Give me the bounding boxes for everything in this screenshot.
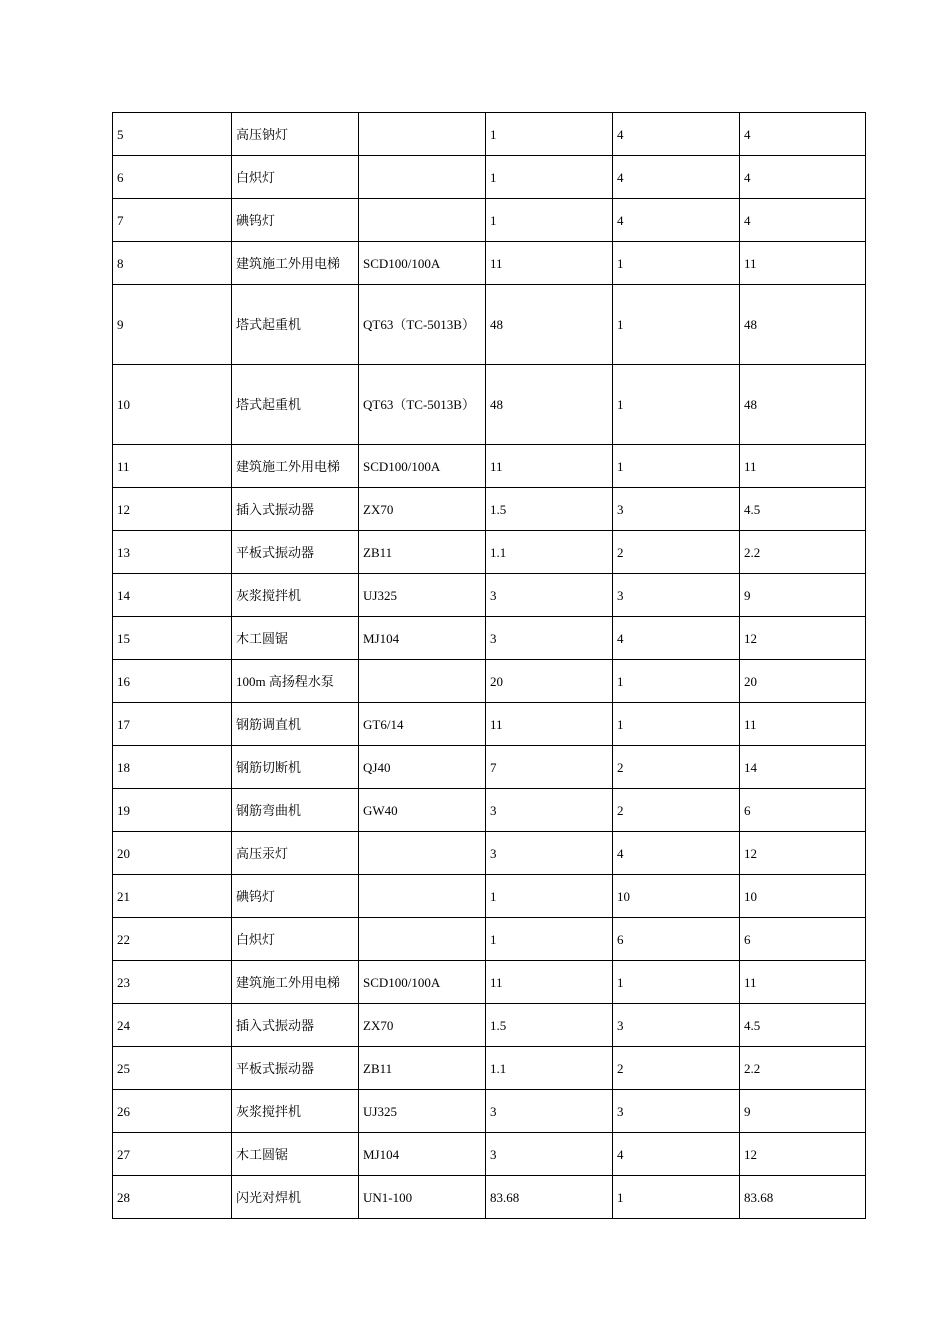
model-cell: SCD100/100A (359, 445, 486, 488)
model-cell: SCD100/100A (359, 242, 486, 285)
equipment-name-cell: 碘钨灯 (232, 199, 359, 242)
table-row (113, 242, 866, 285)
total-power-cell: 4 (740, 199, 866, 242)
total-power-cell: 14 (740, 746, 866, 789)
power-cell: 1.5 (486, 1004, 613, 1047)
equipment-name-cell: 建筑施工外用电梯 (232, 445, 359, 488)
table-row (113, 875, 866, 918)
power-cell: 1 (486, 918, 613, 961)
model-cell: GW40 (359, 789, 486, 832)
model-cell: UJ325 (359, 1090, 486, 1133)
equipment-name-cell: 木工圆锯 (232, 1133, 359, 1176)
quantity-cell: 4 (613, 1133, 740, 1176)
power-cell: 3 (486, 574, 613, 617)
equipment-name-cell: 灰浆搅拌机 (232, 1090, 359, 1133)
row-number-cell: 27 (113, 1133, 232, 1176)
row-number-cell: 19 (113, 789, 232, 832)
quantity-cell: 1 (613, 703, 740, 746)
total-power-cell: 11 (740, 242, 866, 285)
row-number-cell: 10 (113, 365, 232, 445)
table-row (113, 1004, 866, 1047)
equipment-name-cell: 塔式起重机 (232, 365, 359, 445)
equipment-name-cell: 塔式起重机 (232, 285, 359, 365)
total-power-cell: 6 (740, 789, 866, 832)
equipment-name-cell: 钢筋弯曲机 (232, 789, 359, 832)
total-power-cell: 6 (740, 918, 866, 961)
row-number-cell: 8 (113, 242, 232, 285)
total-power-cell: 20 (740, 660, 866, 703)
equipment-name-cell: 钢筋调直机 (232, 703, 359, 746)
table-row (113, 918, 866, 961)
quantity-cell: 3 (613, 1090, 740, 1133)
equipment-name-cell: 建筑施工外用电梯 (232, 961, 359, 1004)
model-cell: ZB11 (359, 531, 486, 574)
row-number-cell: 24 (113, 1004, 232, 1047)
table-row (113, 746, 866, 789)
total-power-cell: 10 (740, 875, 866, 918)
equipment-name-cell: 碘钨灯 (232, 875, 359, 918)
row-number-cell: 23 (113, 961, 232, 1004)
equipment-name-cell: 高压钠灯 (232, 113, 359, 156)
table-row (113, 113, 866, 156)
table-row (113, 660, 866, 703)
table-row (113, 156, 866, 199)
total-power-cell: 48 (740, 365, 866, 445)
quantity-cell: 10 (613, 875, 740, 918)
power-cell: 1 (486, 199, 613, 242)
total-power-cell: 12 (740, 832, 866, 875)
power-cell: 1 (486, 113, 613, 156)
table-row (113, 531, 866, 574)
row-number-cell: 14 (113, 574, 232, 617)
equipment-name-cell: 灰浆搅拌机 (232, 574, 359, 617)
model-cell: QT63（TC-5013B） (359, 365, 486, 445)
quantity-cell: 1 (613, 961, 740, 1004)
power-cell: 83.68 (486, 1176, 613, 1219)
table-row (113, 1176, 866, 1219)
equipment-name-cell: 白炽灯 (232, 918, 359, 961)
model-cell (359, 875, 486, 918)
table-row (113, 703, 866, 746)
power-cell: 1.1 (486, 1047, 613, 1090)
power-cell: 3 (486, 1133, 613, 1176)
quantity-cell: 4 (613, 156, 740, 199)
power-cell: 3 (486, 789, 613, 832)
equipment-name-cell: 平板式振动器 (232, 531, 359, 574)
quantity-cell: 2 (613, 1047, 740, 1090)
row-number-cell: 9 (113, 285, 232, 365)
power-cell: 3 (486, 1090, 613, 1133)
model-cell: QT63（TC-5013B） (359, 285, 486, 365)
quantity-cell: 2 (613, 789, 740, 832)
power-cell: 48 (486, 285, 613, 365)
row-number-cell: 17 (113, 703, 232, 746)
power-cell: 1.1 (486, 531, 613, 574)
power-cell: 11 (486, 703, 613, 746)
equipment-table (112, 112, 866, 1219)
row-number-cell: 20 (113, 832, 232, 875)
model-cell: MJ104 (359, 1133, 486, 1176)
total-power-cell: 4.5 (740, 488, 866, 531)
total-power-cell: 11 (740, 703, 866, 746)
equipment-name-cell: 闪光对焊机 (232, 1176, 359, 1219)
equipment-name-cell: 插入式振动器 (232, 1004, 359, 1047)
table-row (113, 1133, 866, 1176)
row-number-cell: 7 (113, 199, 232, 242)
power-cell: 11 (486, 961, 613, 1004)
model-cell: ZX70 (359, 1004, 486, 1047)
total-power-cell: 9 (740, 574, 866, 617)
total-power-cell: 4 (740, 156, 866, 199)
total-power-cell: 9 (740, 1090, 866, 1133)
table-row (113, 199, 866, 242)
model-cell (359, 199, 486, 242)
table-row (113, 1047, 866, 1090)
row-number-cell: 26 (113, 1090, 232, 1133)
quantity-cell: 3 (613, 574, 740, 617)
row-number-cell: 28 (113, 1176, 232, 1219)
total-power-cell: 83.68 (740, 1176, 866, 1219)
total-power-cell: 11 (740, 445, 866, 488)
model-cell: UN1-100 (359, 1176, 486, 1219)
quantity-cell: 3 (613, 1004, 740, 1047)
quantity-cell: 4 (613, 832, 740, 875)
row-number-cell: 12 (113, 488, 232, 531)
table-row (113, 365, 866, 445)
power-cell: 1.5 (486, 488, 613, 531)
power-cell: 1 (486, 156, 613, 199)
row-number-cell: 15 (113, 617, 232, 660)
power-cell: 1 (486, 875, 613, 918)
equipment-name-cell: 插入式振动器 (232, 488, 359, 531)
table-row (113, 574, 866, 617)
equipment-name-cell: 平板式振动器 (232, 1047, 359, 1090)
quantity-cell: 1 (613, 365, 740, 445)
quantity-cell: 3 (613, 488, 740, 531)
model-cell (359, 156, 486, 199)
quantity-cell: 1 (613, 1176, 740, 1219)
quantity-cell: 6 (613, 918, 740, 961)
model-cell (359, 832, 486, 875)
total-power-cell: 11 (740, 961, 866, 1004)
quantity-cell: 4 (613, 199, 740, 242)
model-cell: ZX70 (359, 488, 486, 531)
total-power-cell: 12 (740, 617, 866, 660)
quantity-cell: 1 (613, 660, 740, 703)
model-cell: GT6/14 (359, 703, 486, 746)
power-cell: 3 (486, 617, 613, 660)
equipment-name-cell: 100m 高扬程水泵 (232, 660, 359, 703)
table-row (113, 832, 866, 875)
equipment-table-body (113, 113, 866, 1219)
quantity-cell: 2 (613, 531, 740, 574)
model-cell: ZB11 (359, 1047, 486, 1090)
power-cell: 20 (486, 660, 613, 703)
power-cell: 11 (486, 445, 613, 488)
total-power-cell: 12 (740, 1133, 866, 1176)
table-row (113, 445, 866, 488)
quantity-cell: 2 (613, 746, 740, 789)
row-number-cell: 13 (113, 531, 232, 574)
table-row (113, 285, 866, 365)
row-number-cell: 16 (113, 660, 232, 703)
table-row (113, 1090, 866, 1133)
quantity-cell: 1 (613, 285, 740, 365)
row-number-cell: 11 (113, 445, 232, 488)
table-row (113, 961, 866, 1004)
quantity-cell: 4 (613, 617, 740, 660)
total-power-cell: 4.5 (740, 1004, 866, 1047)
model-cell (359, 660, 486, 703)
quantity-cell: 1 (613, 242, 740, 285)
row-number-cell: 18 (113, 746, 232, 789)
power-cell: 48 (486, 365, 613, 445)
model-cell: UJ325 (359, 574, 486, 617)
equipment-name-cell: 钢筋切断机 (232, 746, 359, 789)
total-power-cell: 2.2 (740, 531, 866, 574)
quantity-cell: 4 (613, 113, 740, 156)
power-cell: 7 (486, 746, 613, 789)
row-number-cell: 21 (113, 875, 232, 918)
total-power-cell: 4 (740, 113, 866, 156)
total-power-cell: 2.2 (740, 1047, 866, 1090)
total-power-cell: 48 (740, 285, 866, 365)
equipment-name-cell: 木工圆锯 (232, 617, 359, 660)
equipment-name-cell: 高压汞灯 (232, 832, 359, 875)
table-row (113, 789, 866, 832)
row-number-cell: 6 (113, 156, 232, 199)
row-number-cell: 22 (113, 918, 232, 961)
quantity-cell: 1 (613, 445, 740, 488)
model-cell: MJ104 (359, 617, 486, 660)
model-cell (359, 918, 486, 961)
table-row (113, 488, 866, 531)
equipment-name-cell: 建筑施工外用电梯 (232, 242, 359, 285)
equipment-name-cell: 白炽灯 (232, 156, 359, 199)
model-cell: SCD100/100A (359, 961, 486, 1004)
table-row (113, 617, 866, 660)
model-cell (359, 113, 486, 156)
row-number-cell: 25 (113, 1047, 232, 1090)
row-number-cell: 5 (113, 113, 232, 156)
model-cell: QJ40 (359, 746, 486, 789)
power-cell: 11 (486, 242, 613, 285)
power-cell: 3 (486, 832, 613, 875)
